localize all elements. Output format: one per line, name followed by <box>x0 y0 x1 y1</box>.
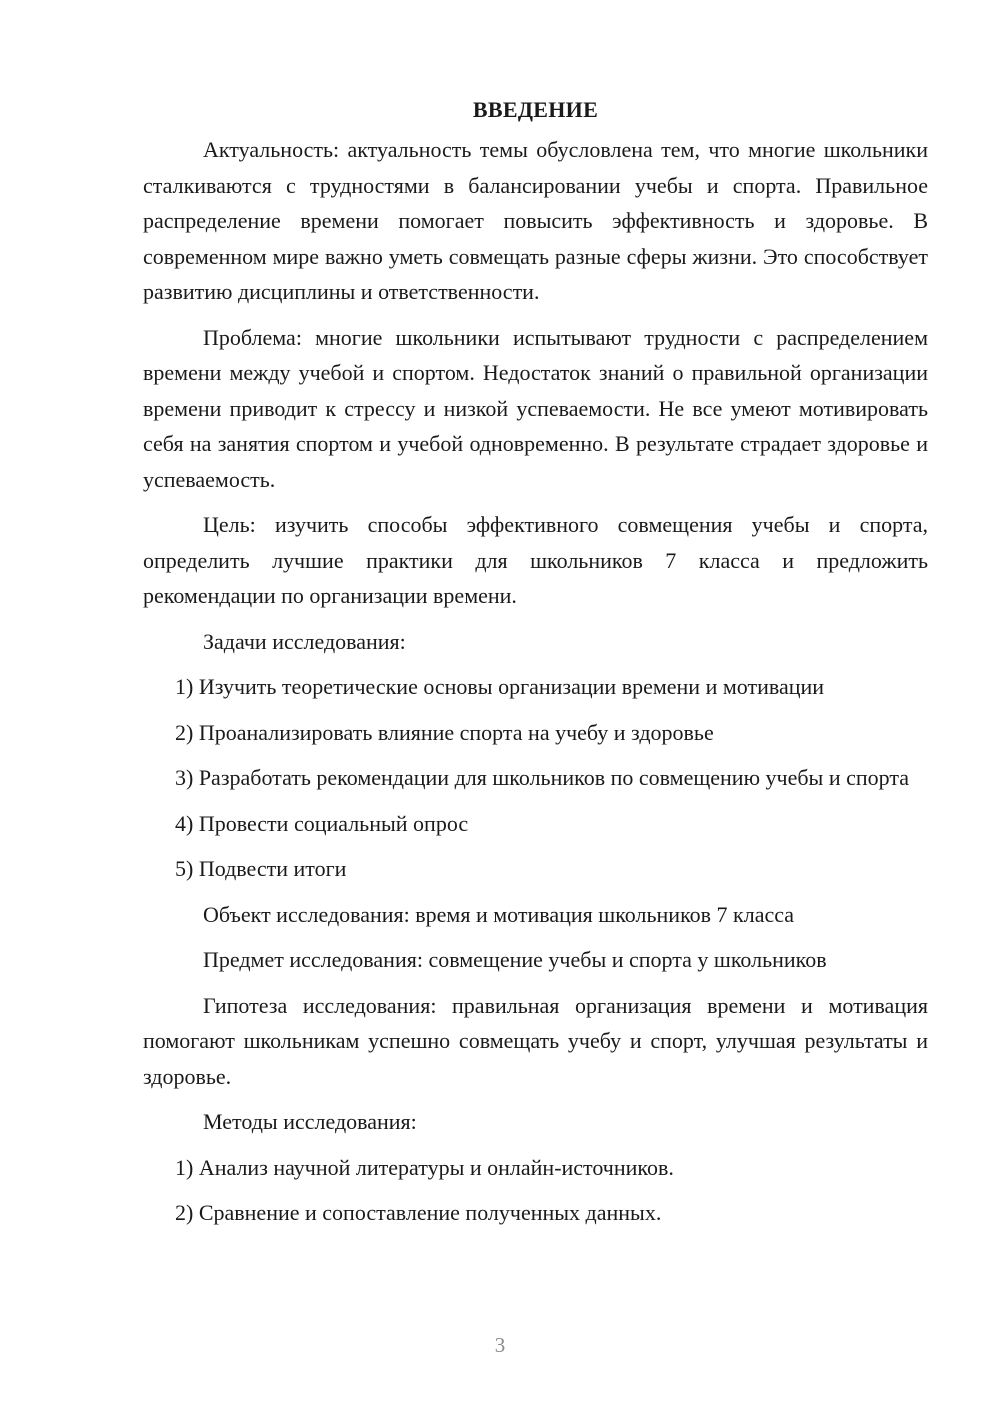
page-number: 3 <box>494 1333 506 1357</box>
task-item-2: 2) Проанализировать влияние спорта на учебу и здоровье <box>175 719 714 745</box>
methods-title: Методы исследования: <box>203 1109 417 1134</box>
subject-line: Предмет исследования: совмещение учебы и спорта у школьников <box>203 947 827 972</box>
hypothesis-paragraph: Гипотеза исследования: правильная организация времени и мотивация помогают школьникам успешно совмещать учебу и спорт, улучшая результаты и здоровье. <box>143 992 928 1089</box>
task-item-4: 4) Провести социальный опрос <box>175 810 469 836</box>
task-item-5: 5) Подвести итоги <box>175 856 347 881</box>
problem-paragraph: Проблема: многие школьники испытывают трудности с распределением времени между учебой и спортом. Недостаток знаний о правильной организации времени приводит к стрессу и низкой успеваемости. Не все умеют мотивировать себя на занятия спортом и учебой одновременно. В результате страдает здоровье и успеваемость. <box>143 324 928 492</box>
tasks-title: Задачи исследования: <box>203 628 406 654</box>
relevance-paragraph: Актуальность: актуальность темы обусловлена тем, что многие школьники сталкиваются с трудностями в балансировании учебы и спорта. Правильное распределение времени помогает повысить эффективность и здоровье. В современном мире важно уметь совмещать разные сферы жизни. Это способствует развитию дисциплины и ответственности. <box>143 137 928 304</box>
task-item-3: 3) Разработать рекомендации для школьников по совмещению учебы и спорта <box>175 765 909 790</box>
task-item-1: 1) Изучить теоретические основы организации времени и мотивации <box>175 674 825 699</box>
method-item-2: 2) Сравнение и сопоставление полученных данных. <box>175 1200 662 1225</box>
section-heading: ВВЕДЕНИЕ <box>472 97 599 122</box>
goal-paragraph: Цель: изучить способы эффективного совмещения учебы и спорта, определить лучшие практики для школьников 7 класса и предложить рекомендации по организации времени. <box>143 512 928 608</box>
object-line: Объект исследования: время и мотивация школьников 7 класса <box>203 901 795 927</box>
method-item-1: 1) Анализ научной литературы и онлайн-источников. <box>175 1154 674 1180</box>
document-page <box>143 96 928 1241</box>
